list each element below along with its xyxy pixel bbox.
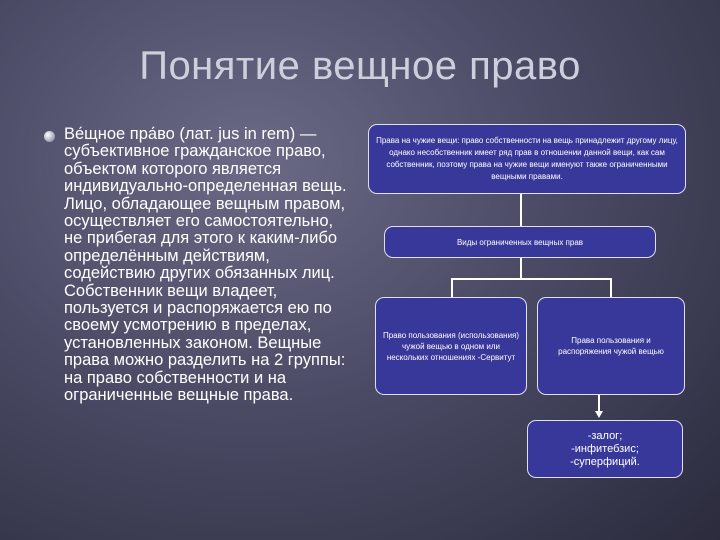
connector-types-down xyxy=(520,258,522,278)
list-item: -залог; xyxy=(587,429,623,442)
list-item: -инфитебзис; xyxy=(571,442,639,455)
arrow-down-icon xyxy=(595,411,603,418)
limited-rights-types-text: Виды ограниченных вещных прав xyxy=(456,237,584,247)
connector-to-usage xyxy=(451,278,453,297)
usage-disposal-right-text: Права пользования и распоряжения чужой вещью xyxy=(558,336,664,356)
connector-horizontal xyxy=(451,278,611,280)
usage-right-text: Право пользования (использования) чужой вещью в одном или нескольких отношениях -Сервитут xyxy=(382,330,520,362)
arrow-line xyxy=(598,395,600,412)
usage-disposal-right-box xyxy=(537,297,685,395)
connector-top-to-types xyxy=(520,194,522,226)
slide-body-text: Ве́щное пра́во (лат. jus in rem) — субъективное гражданское право, объектом которого является индивидуально-определенная вещь. Лицо, обладающее вещным правом, осуществляет его самостоятельно, не прибегая для этого к каким-либо определённым действиям, содействию других обязанных лиц. Собственник вещи владеет, пользуется и распоряжается ею по своему усмотрению в пределах, установленных законом. Вещные права можно разделить на 2 группы: на право собственности и на ограниченные вещные права. xyxy=(64,125,347,405)
list-item: -суперфиций. xyxy=(570,455,640,468)
slide-title: Понятие вещное право xyxy=(139,44,581,88)
disposal-items-box xyxy=(527,420,683,478)
rights-on-others-things-text: Права на чужие вещи: право собственности на вещь принадлежит другому лицу, однако несобственник имеет ряд прав в отношении данной вещи, как сам собственник, поэтому права на чужие вещи именуют также ограниченными вещными правами. xyxy=(376,136,678,181)
rights-on-others-things-box xyxy=(368,124,686,194)
bullet-icon xyxy=(44,131,55,142)
limited-rights-types-box xyxy=(384,226,656,258)
usage-right-box xyxy=(375,297,527,395)
connector-to-disposal xyxy=(610,278,612,297)
